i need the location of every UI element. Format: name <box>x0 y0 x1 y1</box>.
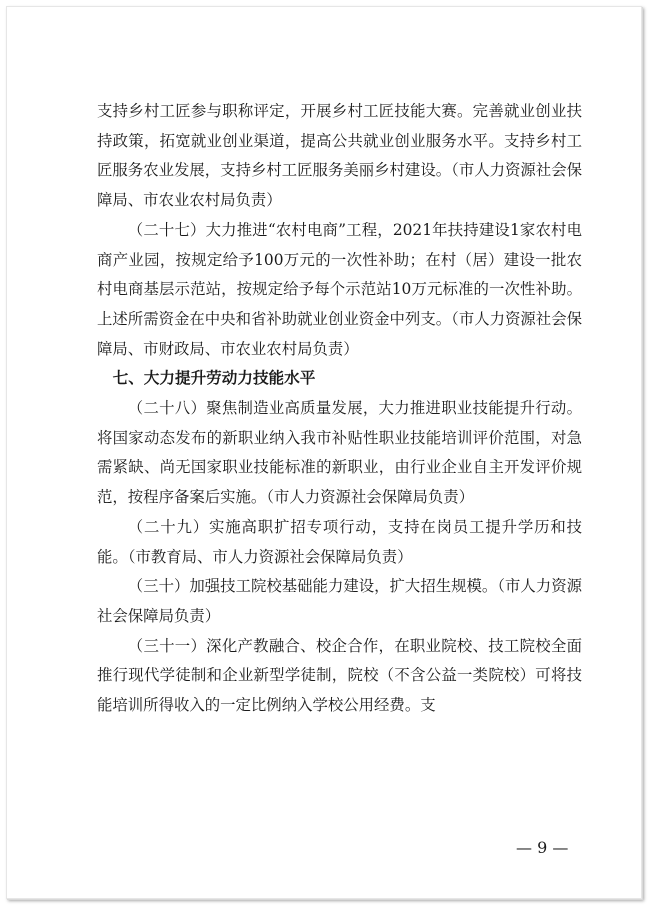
paragraph-31-industry-education: （三十一）深化产教融合、校企合作，在职业院校、技工院校全面推行现代学徒制和企业新型学徒制，院校（不含公益一类院校）可将技能培训所得收入的一定比例纳入学校公用经费。支 <box>97 636 582 715</box>
page-number: — 9 — <box>516 838 569 857</box>
document-page <box>6 6 642 899</box>
paragraph-30-technical-schools: （三十）加强技工院校基础能力建设，扩大招生规模。（市人力资源社会保障局负责） <box>97 577 582 625</box>
document-body <box>97 97 582 721</box>
section-heading-skills: 七、大力提升劳动力技能水平 <box>112 369 316 388</box>
paragraph-28-vocational-skills: （二十八）聚焦制造业高质量发展，大力推进职业技能提升行动。将国家动态发布的新职业纳入我市补贴性职业技能培训评价范围，对急需紧缺、尚无国家职业技能标准的新职业，由行业企业自主开发评价规范，按程序备案后实施。（市人力资源社会保障局负责） <box>97 399 582 507</box>
paragraph-29-enrollment-expansion: （二十九）实施高职扩招专项行动，支持在岗员工提升学历和技能。（市教育局、市人力资源社会保障局负责） <box>97 517 582 566</box>
paragraph-rural-craftsmen: 支持乡村工匠参与职称评定，开展乡村工匠技能大赛。完善就业创业扶持政策，拓宽就业创业渠道，提高公共就业创业服务水平。支持乡村工匠服务农业发展，支持乡村工匠服务美丽乡村建设。（市人力资源社会保障局、市农业农村局负责） <box>97 102 582 210</box>
paragraph-27-rural-ecommerce: （二十七）大力推进“农村电商”工程，2021年扶持建设1家农村电商产业园，按规定给予100万元的一次性补助；在村（居）建设一批农村电商基层示范站，按规定给予每个示范站10万元标准的一次性补助。上述所需资金在中央和省补助就业创业资金中列支。（市人力资源社会保障局、市财政局、市农业农村局负责） <box>97 220 582 358</box>
